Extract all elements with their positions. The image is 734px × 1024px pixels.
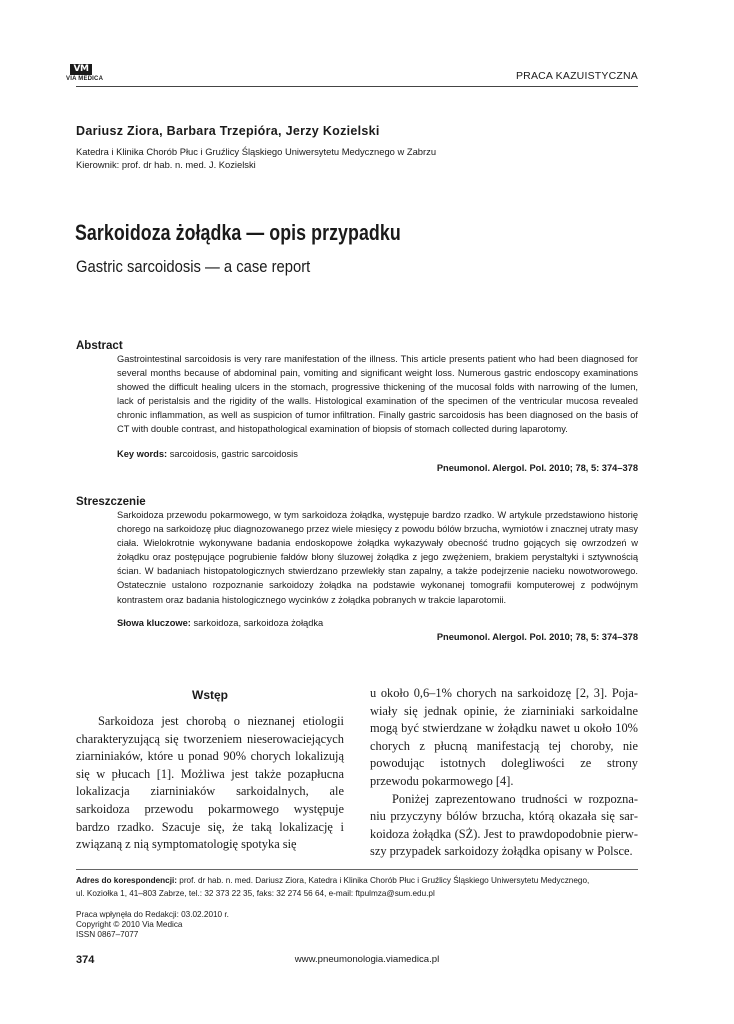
correspondence-line-2: ul. Koziołka 1, 41–803 Zabrze, tel.: 32 373 22 35, faks: 32 274 56 64, e-mail: ftpulmza@sum.edu.pl — [76, 888, 435, 898]
publication-meta — [76, 910, 229, 941]
issn: ISSN 0867–7077 — [76, 930, 139, 940]
slowa-kluczowe-value: sarkoidoza, sarkoidoza żołądka — [193, 618, 324, 628]
body-column-left — [76, 713, 344, 854]
streszczenie-citation: Pneumonol. Alergol. Pol. 2010; 78, 5: 374–378 — [436, 632, 638, 642]
correspondence-text: prof. dr hab. n. med. Dariusz Ziora, Katedra i Klinika Chorób Płuc i Gruźlicy Śląskiego Uniwersytetu Medycznego, — [179, 876, 590, 885]
intro-paragraph: Sarkoidoza jest chorobą o nieznanej etiologii charakteryzującą się tworzeniem nieserowaciejących ziarniniaków, które u ponad 90% chorych lokalizują się w płucach [1]. Możliwa jest także pozapłucna lokalizacja ziarniniaków sarkoidalnych, ale sarkoidoza przewodu pokarmowego występuje bardzo rzadko. Szacuje się, że taką lokalizację i związaną z nią symptomatologię spotyka się — [76, 714, 344, 852]
keywords-label: Key words: — [117, 449, 168, 459]
abstract-heading: Abstract — [76, 340, 123, 352]
correspondence-address — [76, 875, 638, 900]
abstract-text: Gastrointestinal sarcoidosis is very rare manifestation of the illness. This article presents patient who had been diagnosed for several months because of abdominal pain, vomiting and significant weight loss. Numerous gastric endoscopy examinations showed the difficult healing ulcers in the stomach, progressive thickening of the mucosal folds with narrowing of the lumen, lack of peristalsis and the rigidity of the walls. Histological examination of the specimen of the ventricular mucosa revealed chronic inflammation, as well as suspicion of tumor infiltration. Finally gastric sarcoidosis has been diagnosed on the basis of CT with double contrast, and histopathological examination of biopsis of stomach collected during laparotomy. — [117, 354, 638, 435]
streszczenie-text: Sarkoidoza przewodu pokarmowego, w tym sarkoidoza żołądka, występuje bardzo rzadko. W artykule przedstawiono historię chorego na sarkoidozę płuc diagnozowanego przez wiele miesięcy z powodu bólów brzucha, wymiotów i znacznej utraty masy ciała. Wielokrotnie wykonywane badania endoskopowe żołądka wykazywały obecność trudno gojących się owrzodzeń w żołądku oraz postępujące pogrubienie fałdów błony śluzowej żołądka z jego zwężeniem, brakiem perystaltyki i sztywnością ścian. W badaniach histopatologicznych stwierdzano przewlekły stan zapalny, a także podejrzenie nacieku nowotworowego. Ostatecznie ustalono rozpoznanie sarkoidozy żołądka na podstawie wykonanej tomografii komputerowej z podwójnym kontrastem oraz badania histologicznego wycinków z żołądka pobranych w trakcie laparotomii. — [117, 510, 638, 605]
intro-paragraph-2: Poniżej zaprezentowano trudności w rozpoznaniu przyczyny bólów brzucha, którą okazała się sarkoidoza żołądka (SŻ). Jest to prawdopodobnie pierwszy przypadek sarkoidozy żołądka opisany w Polsce. — [370, 791, 638, 859]
correspondence-label: Adres do korespondencji: — [76, 876, 177, 885]
affiliation-head-line: Kierownik: prof. dr hab. n. med. J. Kozielski — [76, 158, 256, 170]
article-title-english: Gastric sarcoidosis — a case report — [76, 257, 311, 276]
received-date: Praca wpłynęła do Redakcji: 03.02.2010 r. — [76, 910, 229, 919]
article-title: Sarkoidoza żołądka — opis przypadku — [75, 220, 401, 245]
streszczenie-keywords — [117, 618, 323, 628]
publisher-logo — [66, 64, 122, 84]
authors: Dariusz Ziora, Barbara Trzepióra, Jerzy Kozielski — [76, 124, 380, 138]
copyright: Copyright © 2010 Via Medica — [76, 920, 183, 930]
page-number: 374 — [76, 954, 95, 966]
journal-url: www.pneumonologia.viamedica.pl — [294, 954, 440, 965]
header-divider — [76, 86, 638, 87]
abstract-citation: Pneumonol. Alergol. Pol. 2010; 78, 5: 374–378 — [436, 463, 638, 473]
slowa-kluczowe-label: Słowa kluczowe: — [117, 618, 191, 628]
logo-brand: VIA MEDICA — [66, 76, 104, 82]
body-column-right — [370, 685, 638, 861]
streszczenie-heading: Streszczenie — [76, 496, 146, 508]
logo-mark: VM — [70, 64, 92, 75]
footer-divider — [76, 869, 638, 870]
keywords-value: sarcoidosis, gastric sarcoidosis — [169, 449, 298, 459]
article-type-label: PRACA KAZUISTYCZNA — [515, 70, 638, 82]
abstract-keywords — [117, 449, 298, 459]
section-heading-wstep: Wstęp — [192, 688, 228, 702]
affiliation-line: Katedra i Klinika Chorób Płuc i Gruźlicy Śląskiego Uniwersytetu Medycznego w Zabrzu — [76, 146, 437, 157]
intro-paragraph-continued: u około 0,6–1% chorych na sarkoidozę [2, 3]. Pojawiały się jednak opinie, że ziarniniaki sarkoidalne mogą być stwierdzane w żołądku nawet u około 10% chorych z płucną manifestacją tej choroby, nie powodując istotnych dolegliwości ze strony przewodu pokarmowego [4]. — [370, 686, 638, 788]
affiliation — [76, 146, 436, 171]
